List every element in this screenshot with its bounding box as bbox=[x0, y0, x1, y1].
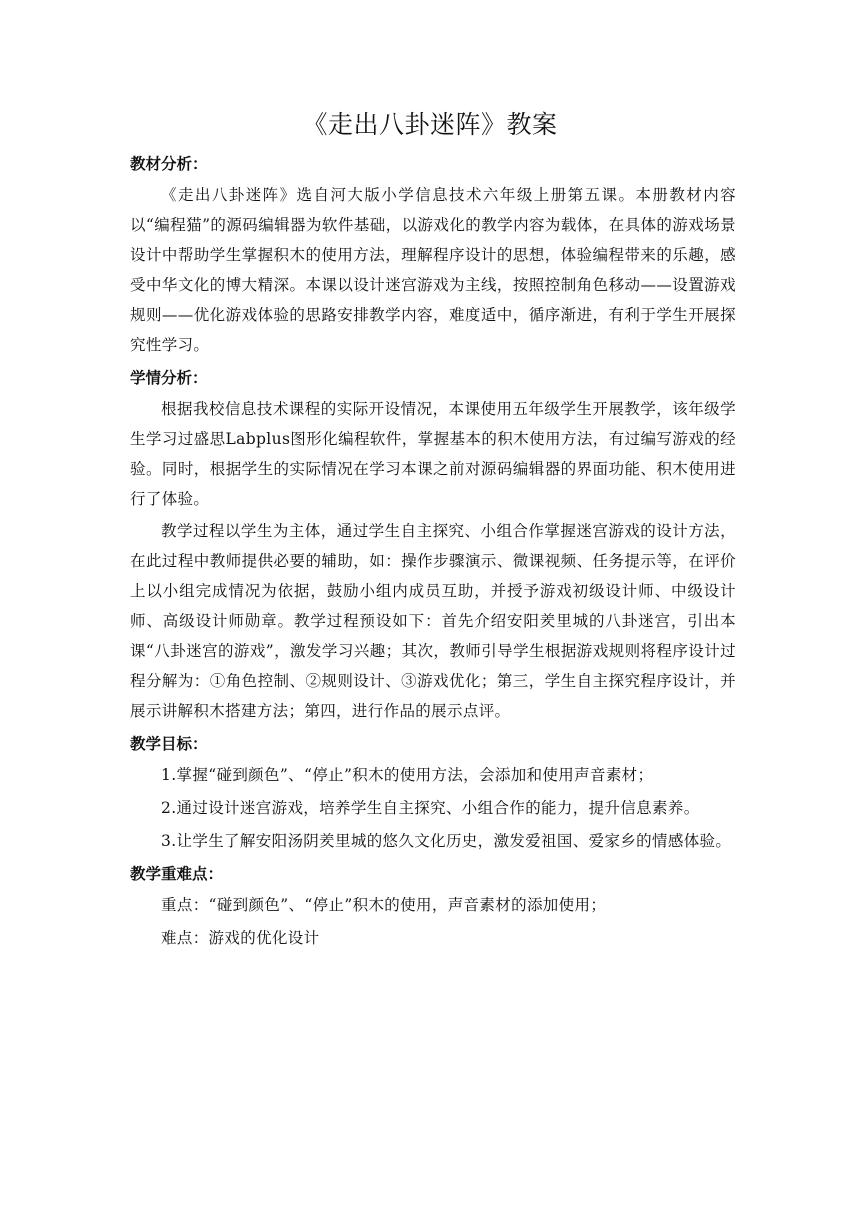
section-key-difficult-points bbox=[130, 862, 736, 953]
goal-item: 1.掌握“碰到颜色”、“停止”积木的使用方法，会添加和使用声音素材； bbox=[161, 766, 654, 784]
section-heading: 教学目标： bbox=[130, 735, 208, 753]
section-heading: 教学重难点： bbox=[130, 865, 224, 883]
goal-item: 2.通过设计迷宫游戏，培养学生自主探究、小组合作的能力，提升信息素养。 bbox=[161, 799, 700, 817]
document-body bbox=[130, 152, 736, 959]
difficult-point-item: 难点：游戏的优化设计 bbox=[161, 929, 320, 947]
goal-item: 3.让学生了解安阳汤阴羑里城的悠久文化历史，激发爱祖国、爱家乡的情感体验。 bbox=[161, 832, 732, 850]
section-teaching-goals bbox=[130, 732, 736, 856]
section-heading: 学情分析： bbox=[130, 369, 208, 387]
section-heading: 教材分析： bbox=[130, 155, 208, 173]
key-point-item: 重点：“碰到颜色”、“停止”积木的使用，声音素材的添加使用； bbox=[161, 896, 607, 914]
document-title: 《走出八卦迷阵》教案 bbox=[302, 110, 558, 139]
section-student-analysis bbox=[130, 366, 736, 726]
paragraph: 根据我校信息技术课程的实际开设情况，本课使用五年级学生开展教学，该年级学生学习过盛思Labplus图形化编程软件，掌握基本的积木使用方法，有过编写游戏的经验。同时，根据学生的实际情况在学习本课之前对源码编辑器的界面功能、积木使用进行了体验。 bbox=[130, 400, 736, 508]
section-material-analysis bbox=[130, 152, 736, 360]
paragraph: 《走出八卦迷阵》选自河大版小学信息技术六年级上册第五课。本册教材内容以“编程猫”的源码编辑器为软件基础，以游戏化的教学内容为载体，在具体的游戏场景设计中帮助学生掌握积木的使用方法，理解程序设计的思想，体验编程带来的乐趣，感受中华文化的博大精深。本课以设计迷宫游戏为主线，按照控制角色移动——设置游戏规则——优化游戏体验的思路安排教学内容，难度适中，循序渐进，有利于学生开展探究性学习。 bbox=[130, 186, 736, 354]
paragraph: 教学过程以学生为主体，通过学生自主探究、小组合作掌握迷宫游戏的设计方法，在此过程中教师提供必要的辅助，如：操作步骤演示、微课视频、任务提示等，在评价上以小组完成情况为依据，鼓励小组内成员互助，并授予游戏初级设计师、中级设计师、高级设计师勋章。教学过程预设如下：首先介绍安阳羑里城的八卦迷宫，引出本课“八卦迷宫的游戏”，激发学习兴趣；其次，教师引导学生根据游戏规则将程序设计过程分解为：①角色控制、②规则设计、③游戏优化；第三，学生自主探究程序设计，并展示讲解积木搭建方法；第四，进行作品的展示点评。 bbox=[130, 522, 736, 720]
